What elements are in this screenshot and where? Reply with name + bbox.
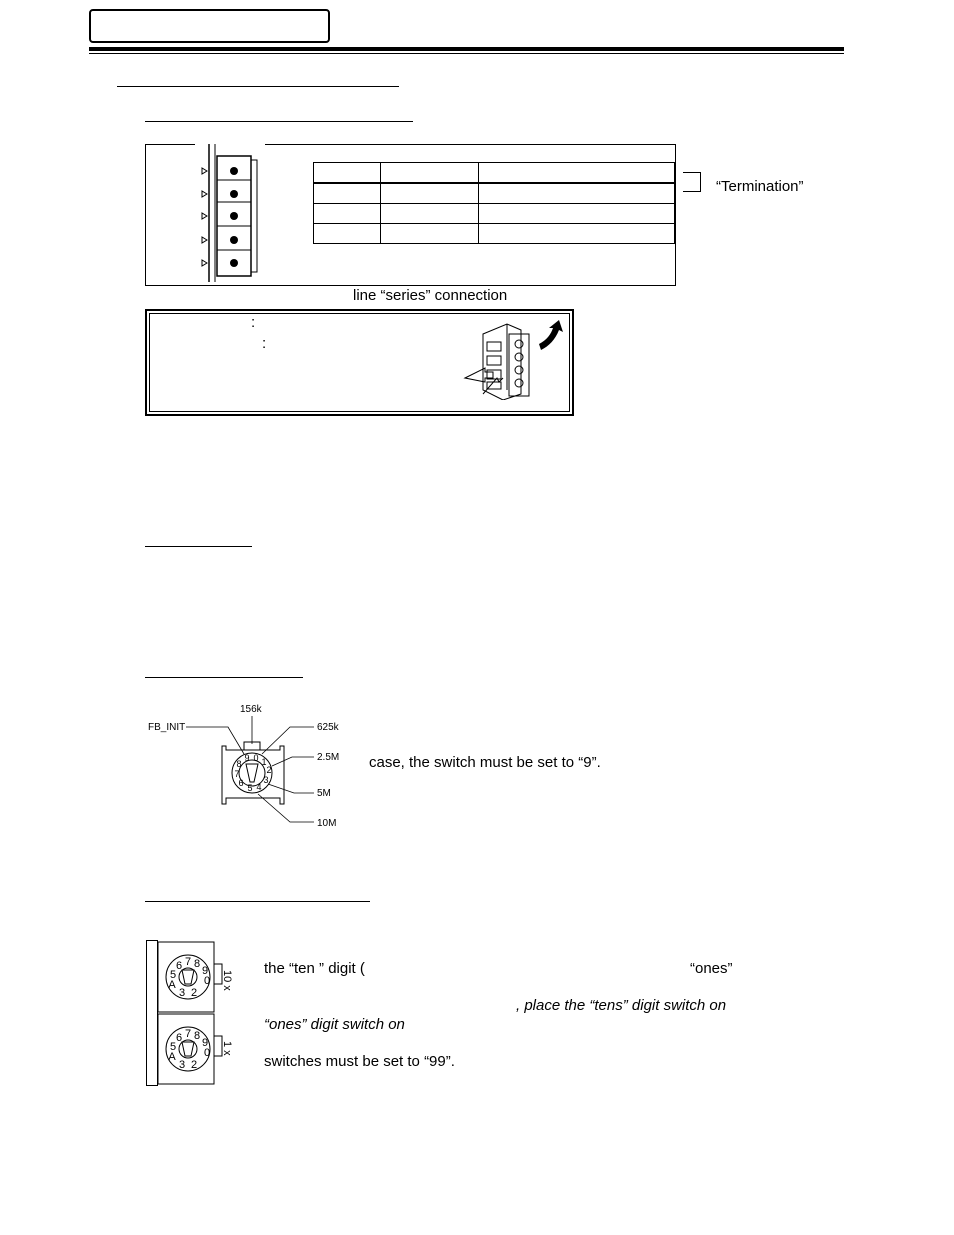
address-text-line2: , place the “tens” digit switch on [516, 997, 727, 1014]
address-text-line3: “ones” digit switch on [264, 1016, 405, 1033]
dial-digit: A [168, 979, 176, 991]
address-text-line4: switches must be set to “99”. [264, 1053, 455, 1070]
baud-rate-switch-drawing [140, 698, 360, 834]
baud-label-init: FB_INIT [148, 722, 186, 733]
baud-label-10m: 10M [317, 818, 337, 829]
dial-digit: 6 [175, 960, 183, 972]
baud-label-156k: 156k [240, 704, 262, 715]
dial-digit: 4 [256, 782, 262, 792]
table-row [314, 163, 675, 184]
subsection-heading-underline-address [145, 901, 370, 902]
address-text-line1b: “ones” [690, 960, 733, 977]
note-colon-1: : [251, 314, 256, 331]
table-row [314, 224, 675, 244]
baud-switch-text: case, the switch must be set to “9”. [369, 754, 601, 771]
dial-digit: 9 [244, 753, 250, 763]
subsection-heading-underline-connector [145, 121, 413, 122]
tens-switch-label: 10 x [221, 970, 233, 991]
dial-digit: A [168, 1051, 176, 1063]
section-heading-underline [117, 86, 399, 87]
dial-digit: 7 [184, 1028, 192, 1040]
baud-label-2-5m: 2.5M [317, 752, 340, 763]
termination-label: “Termination” [716, 178, 804, 195]
dial-digit: 5 [247, 783, 253, 793]
dial-digit: 2 [266, 765, 272, 775]
header-box [89, 9, 330, 43]
dial-digit: 0 [253, 753, 259, 763]
dial-digit: 0 [203, 1047, 211, 1059]
header-rule-thick [89, 47, 844, 51]
dial-digit: 8 [236, 759, 242, 769]
dial-digit: 3 [263, 775, 269, 785]
table-row [314, 204, 675, 224]
dial-digit: 1 [261, 757, 267, 767]
table-row [314, 183, 675, 204]
dial-digit: 2 [190, 987, 198, 999]
ones-switch-label: 1 x [221, 1041, 233, 1056]
dial-digit: 3 [178, 987, 186, 999]
dial-digit: 6 [238, 778, 244, 788]
dial-digit: 6 [175, 1032, 183, 1044]
connector-plug-drawing [195, 140, 265, 286]
header-rule-thin [89, 53, 844, 54]
dial-digit: 7 [184, 956, 192, 968]
dial-digit: 7 [234, 769, 240, 779]
termination-bracket [683, 172, 701, 192]
dial-digit: 5 [169, 969, 177, 981]
dial-digit: 9 [201, 965, 209, 977]
address-text-line1a: the “ten ” digit ( [264, 960, 365, 977]
dial-digit: 5 [169, 1041, 177, 1053]
subsection-heading-underline-2 [145, 546, 252, 547]
dial-digit: 9 [201, 1037, 209, 1049]
series-connection-caption: line “series” connection [353, 287, 508, 304]
dial-digit: 3 [178, 1059, 186, 1071]
dial-digit: 8 [193, 1030, 201, 1042]
plug-removal-drawing [463, 320, 569, 400]
pinout-table [313, 162, 675, 244]
baud-label-625k: 625k [317, 722, 339, 733]
dial-digit: 8 [193, 958, 201, 970]
baud-label-5m: 5M [317, 788, 331, 799]
subsection-heading-underline-baud [145, 677, 303, 678]
address-switch-drawing [154, 940, 238, 1086]
dial-digit: 2 [190, 1059, 198, 1071]
dial-digit: 0 [203, 975, 211, 987]
note-colon-2: : [262, 335, 267, 352]
